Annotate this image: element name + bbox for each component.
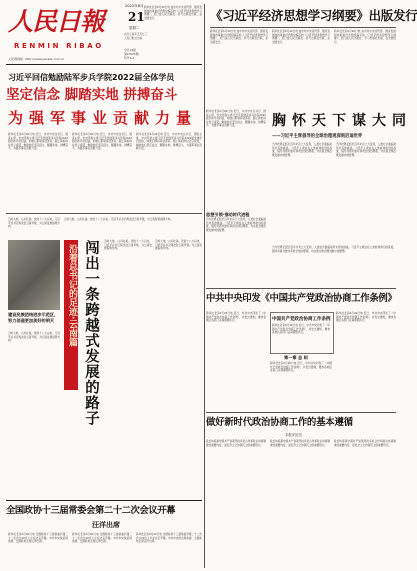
consult-headline: 做好新时代政治协商工作的基本遵循 [206,417,353,428]
global-body-1: 当今世界正经历百年未有之大变局，人类社会面临前所未有的挑战。习近平主席站在人类前途命运的高度，倡导共商共建共享的全球治理观，为完善全球治理贡献中国智慧。 [272,143,332,157]
academy-headline-2: 为强军事业贡献力量 [8,109,198,127]
cppcc-headline: 全国政协十三届常委会第二十二次会议开幕 [6,505,176,516]
book-release-headline: 《习近平经济思想学习纲要》出版发行 [210,8,417,23]
book-release-body-3: 新华社北京6月20日电 由中共中央宣传部、国家发展和改革委员会组织编写的《习近平经济思想学习纲要》，近日由人民出版社、学习出版社出版，在全国发行。 [334,30,396,44]
regulations-body-1: 新华社北京6月20日电 近日，中共中央印发了《中国共产党政治协商工作条例》，并发出通知，要求各地区各部门认真遵照执行。 [206,312,266,323]
path-body-1: 云岭大地，山川壮美。党的十八大以来，习近平总书记两次赴云南考察，为云南发展指明方向。 [104,240,152,251]
path-body-left-2: 云岭大地，山川壮美。党的十八大以来，习近平总书记两次赴云南考察，为云南发展指明方向。 [8,332,60,343]
newspaper-logo: 人民日報 [8,7,105,36]
edition-info-3: 代号1-1 [124,56,135,60]
regulations-body-2: 新华社北京6月20日电 近日，中共中央印发了《中国共产党政治协商工作条例》，并发出通知，要求各地区各部门认真遵照执行。 [270,362,332,373]
issue-line-2: 人民日报社出版 [124,37,143,40]
academy-body-2: 新华社北京6月20日电 近日，中共中央总书记、国家主席、中央军委主席习近平给陆军步兵学院2022届全体学员回信，向他们即将奔赴部队、踏上新的岗位表示祝贺，勉励他们坚定信念、脚踏实地、拼搏奋斗，为强军事业贡献力量。 [72,133,132,151]
consult-byline: 本报评论员 [285,433,302,437]
cppcc-body-2: 新华社北京6月20日电 全国政协十三届常委会第二十二次会议20日上午在北京开幕。中共中央政治局常委、全国政协主席汪洋出席。 [72,533,132,544]
logo-romanization: RENMIN RIBAO [14,42,104,50]
path-body-2: 云岭大地，山川壮美。党的十八大以来，习近平总书记两次赴云南考察，为云南发展指明方向。 [155,240,202,251]
cppcc-top-rule [6,500,202,501]
book-rule [210,27,396,28]
issue-weekday: 星期二 [129,26,140,30]
path-body-left: 云岭大地，山川壮美。党的十八大以来，习近平总书记两次赴云南考察，为云南发展指明方向。 [8,218,60,229]
path-body-mid: 云岭大地，山川壮美。党的十八大以来，习近平总书记两次赴云南考察，为云南发展指明方向。 [64,218,173,221]
global-subheadline: ——习近平主席倡导的全球治理观深刻启迪世界 [272,134,363,139]
consult-body-2: 政治协商是中国共产党领导的多党合作和政治协商制度的重要内容，是社会主义协商民主的重要形式。 [270,440,330,447]
academy-body-3: 新华社北京6月20日电 近日，中共中央总书记、国家主席、中央军委主席习近平给陆军步兵学院2022届全体学员回信，向他们即将奔赴部队、踏上新的岗位表示祝贺，勉励他们坚定信念、脚踏实地、拼搏奋斗，为强军事业贡献力量。 [136,133,202,151]
cppcc-body-1: 新华社北京6月20日电 全国政协十三届常委会第二十二次会议20日上午在北京开幕。中共中央政治局常委、全国政协主席汪洋出席。 [8,533,68,544]
academy-divider [6,213,202,214]
academy-body-4: 新华社北京6月20日电 近日，中共中央总书记、国家主席、中央军委主席习近平给陆军步兵学院2022届全体学员回信，向他们即将奔赴部队、踏上新的岗位表示祝贺，勉励他们坚定信念、脚踏实地、拼搏奋斗，为强军事业贡献力量。 [206,110,266,128]
global-body-2: 当今世界正经历百年未有之大变局，人类社会面临前所未有的挑战。习近平主席站在人类前途命运的高度，倡导共商共建共享的全球治理观，为完善全球治理贡献中国智慧。 [336,143,396,157]
consult-body-1: 政治协商是中国共产党领导的多党合作和政治协商制度的重要内容，是社会主义协商民主的重要形式。 [206,440,266,447]
column-divider [204,4,205,568]
global-body-4: 当今世界正经历百年未有之大变局，人类社会面临前所未有的挑战。习近平主席站在人类前途命运的高度，倡导共商共建共享的全球治理观，为完善全球治理贡献中国智慧。 [272,246,396,253]
issue-date: 2022年6月 [125,4,144,8]
path-headline: 闯出一条跨越式发展的路子 [83,240,99,426]
issue-day: 21 [128,10,145,24]
section-label: 思想引领·推动时代进程 [206,212,250,217]
regulations-box-body: 新华社北京6月20日电 近日，中共中央印发了《中国共产党政治协商工作条例》，并发出通知，要求各地区各部门认真遵照执行。 [272,324,330,335]
cppcc-body-3: 新华社北京6月20日电 全国政协十三届常委会第二十二次会议20日上午在北京开幕。中共中央政治局常委、全国政协主席汪洋出席。 [136,533,202,544]
regulations-top-rule [206,288,396,289]
regulations-box-title: 中国共产党政治协商工作条例 [272,317,331,322]
book-release-body-2: 新华社北京6月20日电 由中共中央宣传部、国家发展和改革委员会组织编写的《习近平经济思想学习纲要》，近日由人民出版社、学习出版社出版，在全国发行。 [272,30,330,44]
cppcc-subheadline: 汪洋出席 [92,521,120,529]
website-line: 人民网网址: http://www.people.com.cn [8,57,65,61]
academy-headline-1: 坚定信念 脚踏实地 拼搏奋斗 [6,87,178,103]
book-release-body: 新华社北京6月20日电 由中共中央宣传部、国家发展和改革委员会组织编写的《习近平经济思想学习纲要》，近日由人民出版社、学习出版社出版，在全国发行。 [210,30,268,44]
masthead-article: 新华社北京6月20日电 由中共中央宣传部、国家发展和改革委员会组织编写的《习近平经济思想学习纲要》，近日由人民出版社、学习出版社出版，在全国发行。 [144,6,202,20]
consult-top-rule [206,412,396,413]
global-headline: 胸怀天下谋大同 [272,113,412,129]
photo-caption: 建设民族团结进步示范区，努力创造更加美好的明天 [8,312,59,323]
regulations-chapter: 第一章 总 则 [284,355,308,360]
edition-info-2: 第27025期 [124,52,139,56]
yunnan-photo [8,240,60,310]
regulations-body-3: 新华社北京6月20日电 近日，中共中央印发了《中国共产党政治协商工作条例》，并发出通知，要求各地区各部门认真遵照执行。 [336,312,396,323]
path-side-label: 沿着总书记的足迹·云南篇 [67,244,77,347]
academy-body-1: 新华社北京6月20日电 近日，中共中央总书记、国家主席、中央军委主席习近平给陆军步兵学院2022届全体学员回信，向他们即将奔赴部队、踏上新的岗位表示祝贺，勉励他们坚定信念、脚踏实地、拼搏奋斗，为强军事业贡献力量。 [8,133,68,151]
academy-kicker: 习近平回信勉励陆军步兵学院2022届全体学员 [8,73,175,82]
consult-body-3: 政治协商是中国共产党领导的多党合作和政治协商制度的重要内容，是社会主义协商民主的重要形式。 [334,440,396,447]
global-body-3: 当今世界正经历百年未有之大变局，人类社会面临前所未有的挑战。习近平主席站在人类前途命运的高度，倡导共商共建共享的全球治理观，为完善全球治理贡献中国智慧。 [206,218,266,232]
issue-line-1: 农历壬寅年五月廿三 [124,33,148,36]
edition-info-1: 今日12版 [124,48,136,52]
masthead-rule [6,64,202,65]
regulations-headline: 中共中央印发《中国共产党政治协商工作条例》 [206,293,397,304]
